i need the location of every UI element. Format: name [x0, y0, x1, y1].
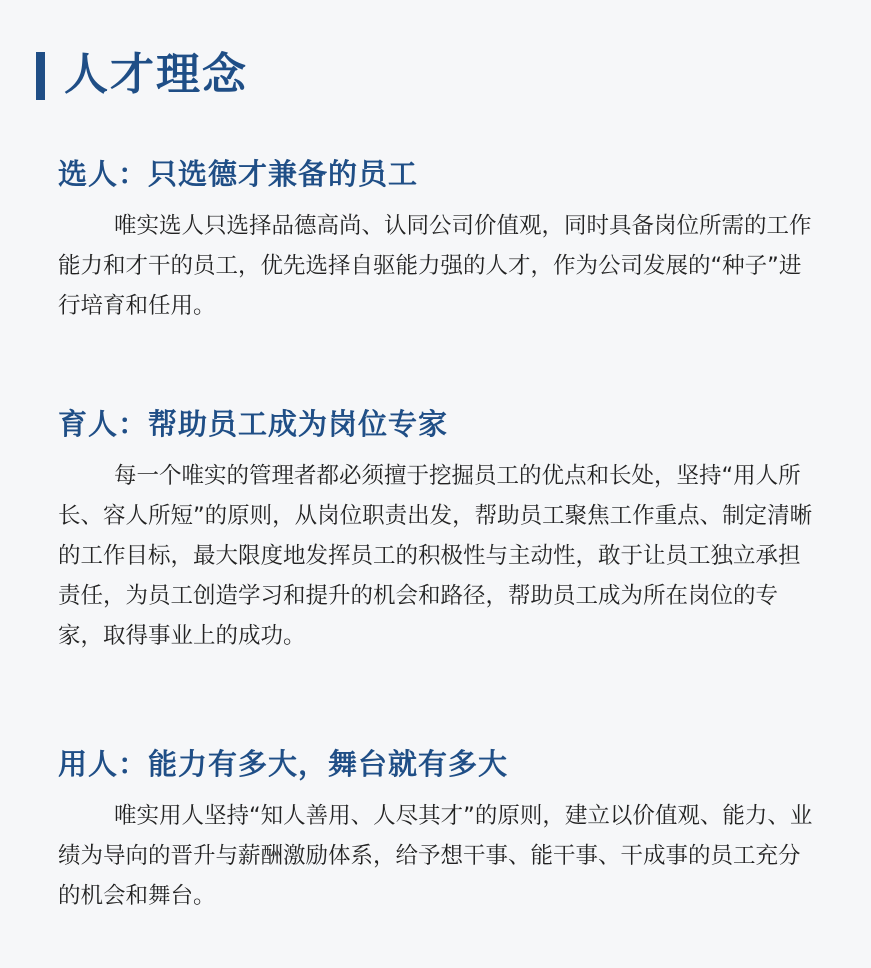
- section-using-talent: [58, 744, 818, 916]
- section-paragraph: [58, 796, 818, 916]
- section-heading: 用人：能力有多大，舞台就有多大: [58, 747, 509, 781]
- section-heading: 选人：只选德才兼备的员工: [58, 157, 419, 191]
- section-body-text: 每一个唯实的管理者都必须擅于挖掘员工的优点和长处，坚持“用人所长、容人所短”的原则，从岗位职责出发，帮助员工聚焦工作重点、制定清晰的工作目标，最大限度地发挥员工的积极性与主动性，敢于让员工独立承担责任，为员工创造学习和提升的机会和路径，帮助员工成为所在岗位的专家，取得事业上的成功。: [58, 463, 813, 649]
- section-paragraph: [58, 206, 818, 326]
- section-body-text: 唯实用人坚持“知人善用、人尽其才”的原则，建立以价值观、能力、业绩为导向的晋升与薪酬激励体系，给予想干事、能干事、干成事的员工充分的机会和舞台。: [58, 803, 813, 909]
- page-title: 人才理念: [64, 49, 248, 100]
- section-developing-talent: [58, 404, 818, 656]
- section-selecting-talent: [58, 154, 818, 326]
- section-paragraph: [58, 456, 818, 656]
- section-body-text: 唯实选人只选择品德高尚、认同公司价值观，同时具备岗位所需的工作能力和才干的员工，优先选择自驱能力强的人才，作为公司发展的“种子”进行培育和任用。: [58, 213, 812, 319]
- title-accent-bar: [36, 52, 45, 100]
- section-heading: 育人：帮助员工成为岗位专家: [58, 407, 449, 441]
